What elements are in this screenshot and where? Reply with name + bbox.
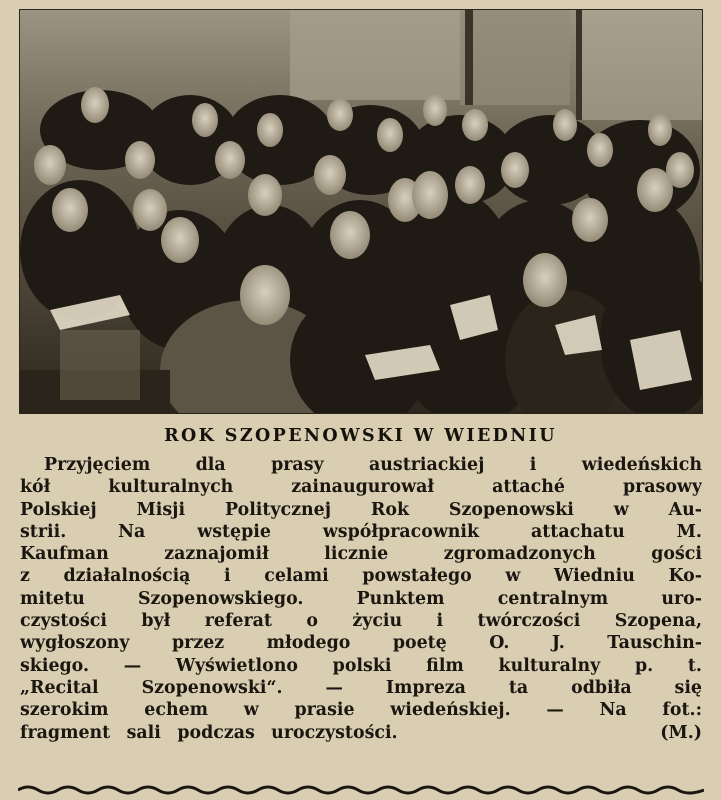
article-line: czystości był referat o życiu i twórczości Szopena, xyxy=(20,611,702,632)
article-line: skiego. — Wyświetlono polski film kulturalny p. t. xyxy=(20,655,702,676)
audience-photo-illustration xyxy=(20,10,702,413)
article-line: szerokim echem w prasie wiedeńskiej. — Na fot.: xyxy=(20,700,702,721)
article-line: z działalnością i celami powstałego w Wiedniu Ko- xyxy=(20,566,702,587)
article-line: strii. Na wstępie współpracownik attachatu M. xyxy=(20,521,702,542)
decorative-wave-rule xyxy=(18,782,704,796)
article-headline: ROK SZOPENOWSKI W WIEDNIU xyxy=(164,426,557,446)
article-line: mitetu Szopenowskiego. Punktem centralnym uro- xyxy=(20,588,702,609)
article-line: kół kulturalnych zainaugurował attaché prasowy xyxy=(20,477,702,498)
article-line: wygłoszony przez młodego poetę O. J. Tauschin- xyxy=(20,633,702,654)
article-line: Przyjęciem dla prasy austriackiej i wiedeńskich xyxy=(44,455,702,475)
article-body xyxy=(20,454,702,744)
article-line: Polskiej Misji Politycznej Rok Szopenowski w Au- xyxy=(20,499,702,520)
article-line: „Recital Szopenowski“. — Impreza ta odbiła się xyxy=(20,677,702,698)
article-line: fragment sali podczas uroczystości. (M.) xyxy=(20,722,702,743)
article-line: Kaufman zaznajomił licznie zgromadzonych gości xyxy=(20,544,702,565)
audience-photo xyxy=(19,9,703,414)
